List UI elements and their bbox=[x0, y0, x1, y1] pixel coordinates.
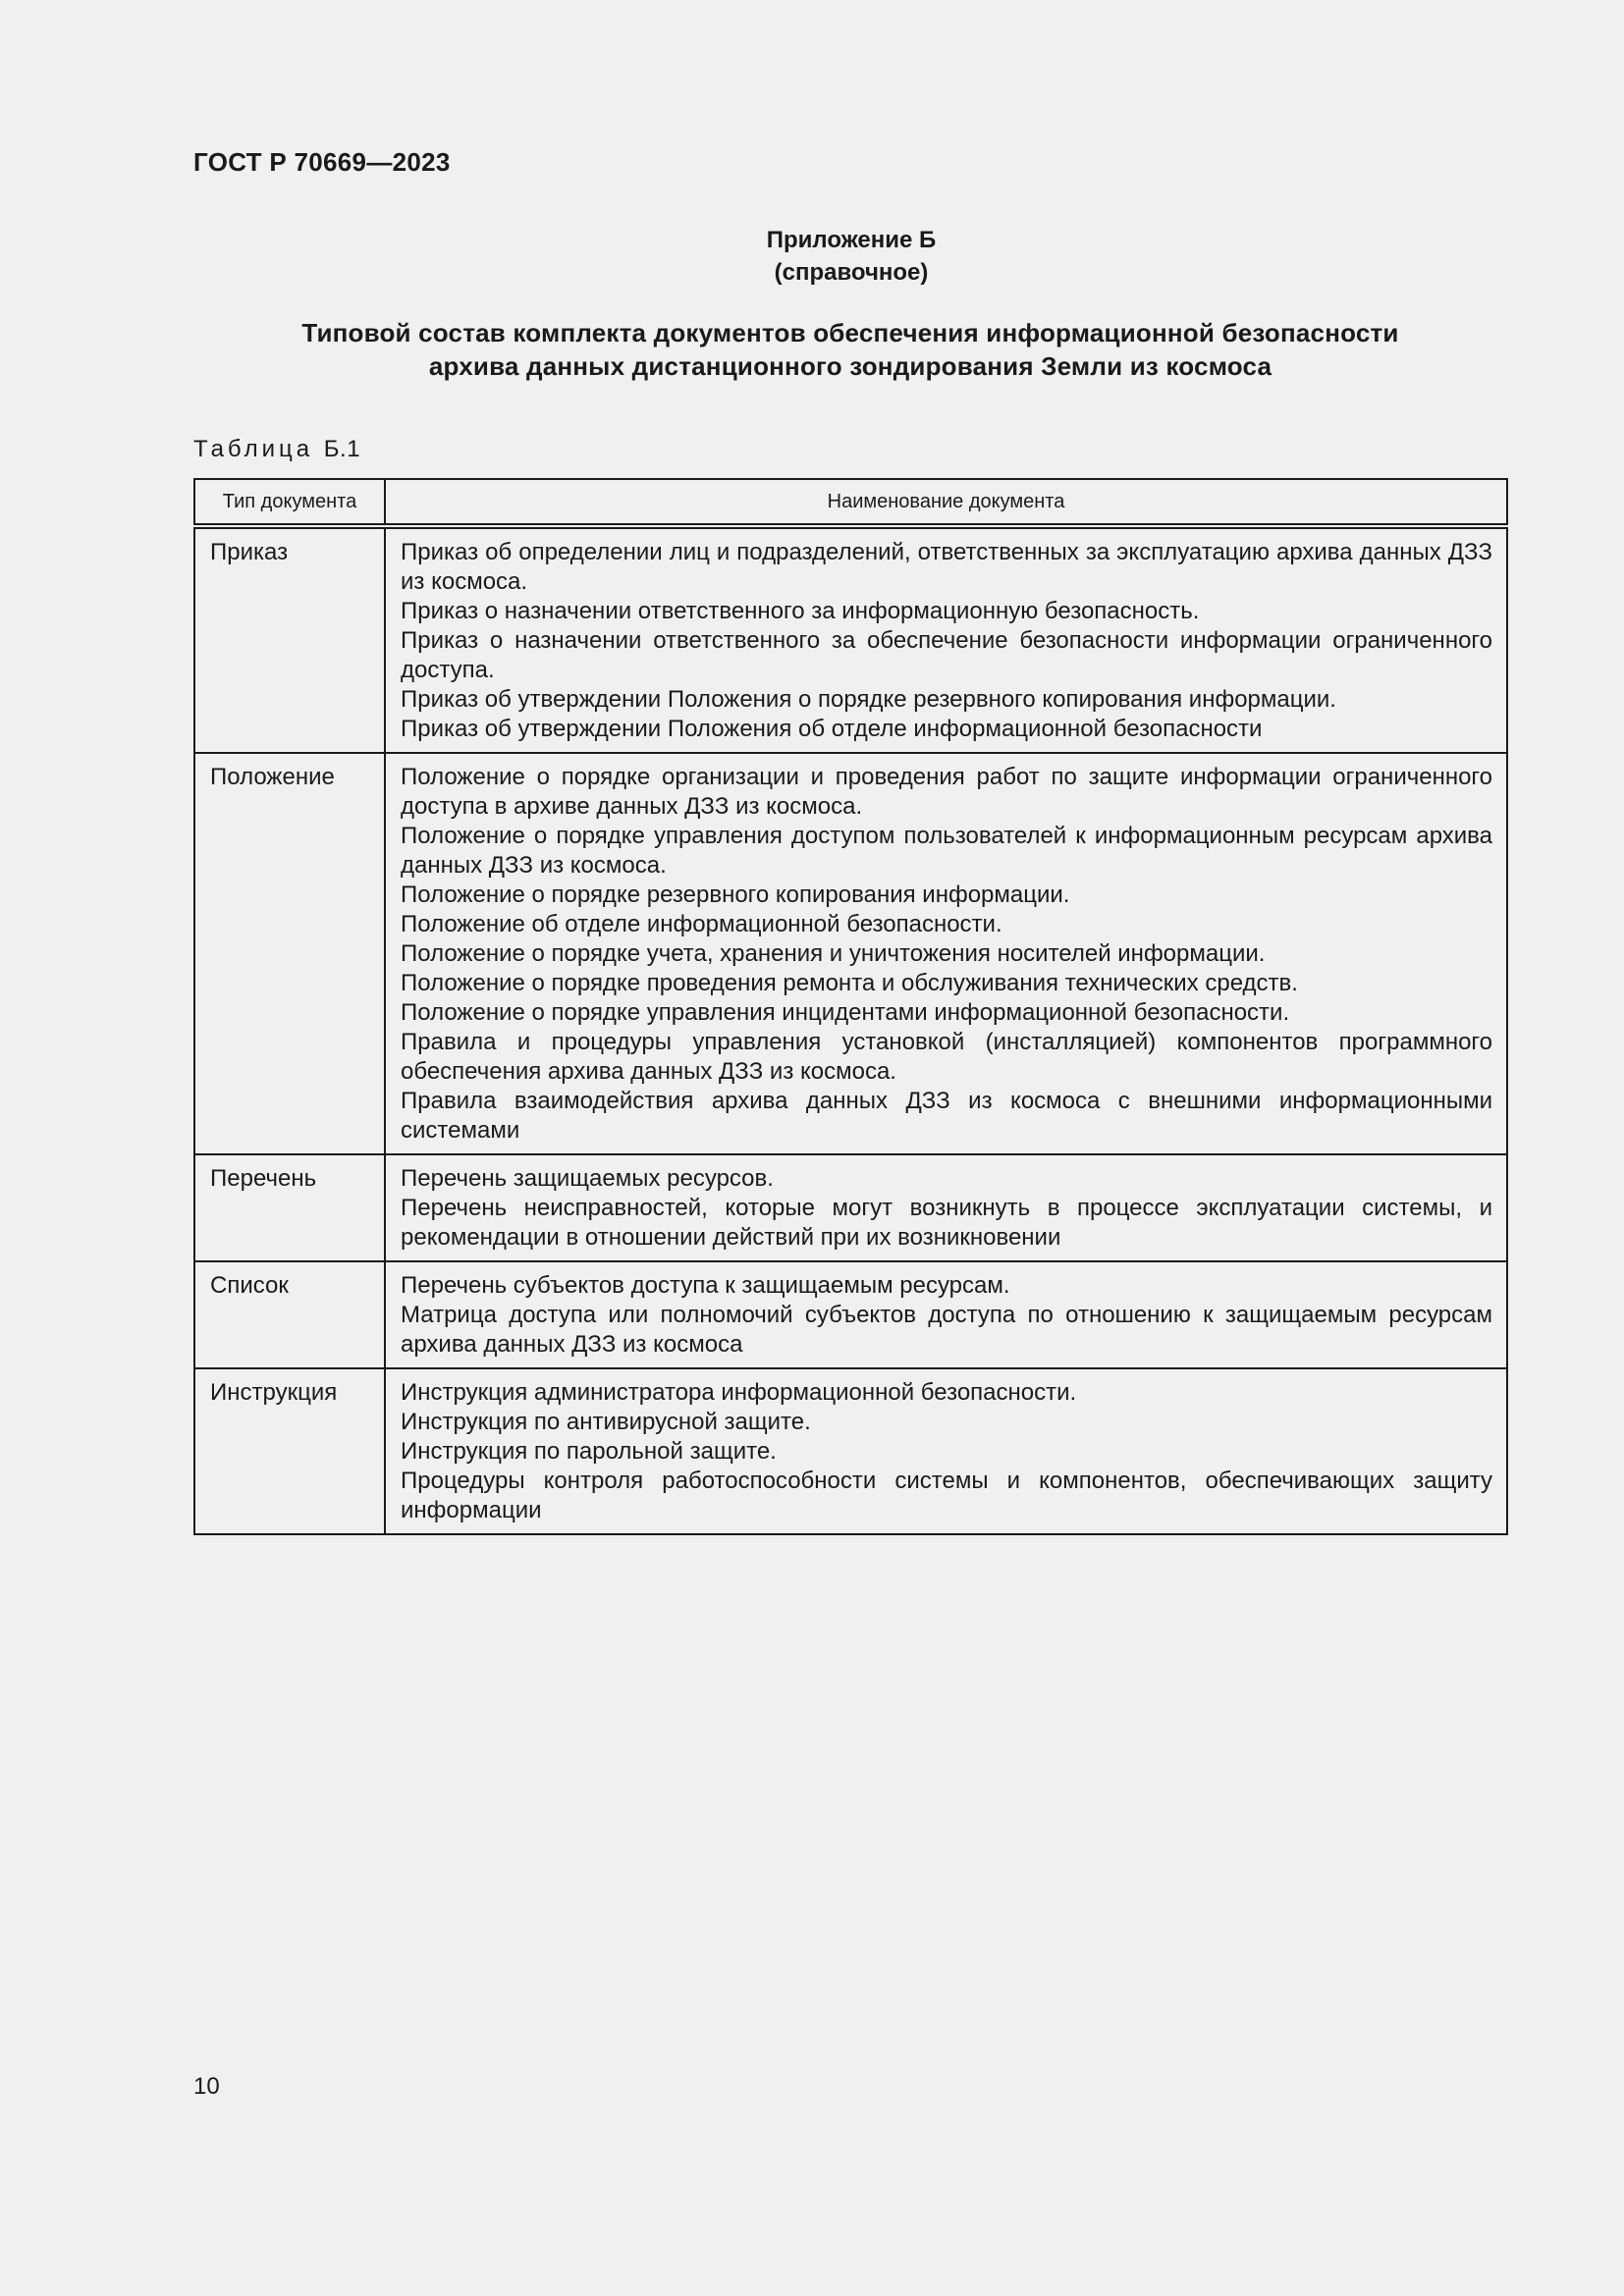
doc-names-cell bbox=[385, 1261, 1507, 1368]
doc-name: Положение о порядке проведения ремонта и обслуживания технических средств. bbox=[401, 970, 1298, 996]
doc-name: Положение о порядке учета, хранения и уничтожения носителей информации. bbox=[401, 940, 1266, 967]
doc-names-cell bbox=[385, 1368, 1507, 1534]
doc-name: Положение о порядке управления доступом пользователей к информационным ресурсам архива данных ДЗЗ из космоса. bbox=[401, 823, 1492, 879]
doc-type-cell: Инструкция bbox=[194, 1368, 385, 1534]
doc-name: Инструкция администратора информационной безопасности. bbox=[401, 1379, 1077, 1406]
appendix-heading bbox=[0, 224, 1624, 289]
doc-name: Приказ об определении лиц и подразделений, ответственных за эксплуатацию архива данных ДЗЗ из космоса. bbox=[401, 539, 1492, 595]
doc-name: Приказ о назначении ответственного за обеспечение безопасности информации ограниченного доступа. bbox=[401, 627, 1492, 683]
doc-name: Перечень субъектов доступа к защищаемым ресурсам. bbox=[401, 1272, 1010, 1299]
doc-names-cell bbox=[385, 526, 1507, 753]
doc-name: Инструкция по парольной защите. bbox=[401, 1438, 777, 1465]
doc-name: Приказ об утверждении Положения об отделе информационной безопасности bbox=[401, 716, 1263, 742]
doc-type-cell: Положение bbox=[194, 753, 385, 1154]
appendix-kind: (справочное) bbox=[774, 259, 929, 286]
doc-type-cell: Приказ bbox=[194, 526, 385, 753]
column-header-type: Тип документа bbox=[194, 479, 385, 526]
doc-name: Перечень неисправностей, которые могут возникнуть в процессе эксплуатации системы, и рекомендации в отношении действий при их возникновении bbox=[401, 1195, 1492, 1251]
standard-id: ГОСТ Р 70669—2023 bbox=[193, 147, 451, 177]
table-caption-number: Б.1 bbox=[323, 436, 361, 462]
table-header-row bbox=[194, 479, 1507, 526]
doc-name: Положение о порядке управления инцидентами информационной безопасности. bbox=[401, 999, 1290, 1026]
doc-name: Положение об отделе информационной безопасности. bbox=[401, 911, 1002, 937]
doc-type-cell: Список bbox=[194, 1261, 385, 1368]
doc-name: Правила взаимодействия архива данных ДЗЗ из космоса с внешними информационными системами bbox=[401, 1088, 1492, 1144]
table-row-regulation bbox=[194, 753, 1507, 1154]
doc-name: Положение о порядке резервного копирования информации. bbox=[401, 881, 1070, 908]
table-row-roster bbox=[194, 1261, 1507, 1368]
doc-name: Приказ об утверждении Положения о порядке резервного копирования информации. bbox=[401, 686, 1336, 713]
doc-name: Положение о порядке организации и проведения работ по защите информации ограниченного доступа в архиве данных ДЗЗ из космоса. bbox=[401, 764, 1492, 820]
doc-type-cell: Перечень bbox=[194, 1154, 385, 1261]
appendix-label: Приложение Б bbox=[766, 227, 937, 253]
documents-table bbox=[193, 478, 1508, 1535]
doc-name: Матрица доступа или полномочий субъектов доступа по отношению к защищаемым ресурсам архива данных ДЗЗ из космоса bbox=[401, 1302, 1492, 1358]
table-caption-word: Таблица bbox=[193, 436, 314, 462]
column-header-name: Наименование документа bbox=[385, 479, 1507, 526]
title-line-1: Типовой состав комплекта документов обеспечения информационной безопасности bbox=[301, 318, 1399, 347]
doc-name: Правила и процедуры управления установкой (инсталляцией) компонентов программного обеспечения архива данных ДЗЗ из космоса. bbox=[401, 1029, 1492, 1085]
title-line-2: архива данных дистанционного зондирования Земли из космоса bbox=[428, 351, 1272, 381]
doc-name: Процедуры контроля работоспособности системы и компонентов, обеспечивающих защиту информации bbox=[401, 1468, 1492, 1523]
doc-name: Приказ о назначении ответственного за информационную безопасность. bbox=[401, 598, 1200, 624]
page-number: 10 bbox=[193, 2073, 220, 2100]
doc-name: Инструкция по антивирусной защите. bbox=[401, 1409, 811, 1435]
table-row-order bbox=[194, 526, 1507, 753]
doc-names-cell bbox=[385, 1154, 1507, 1261]
appendix-title bbox=[193, 316, 1507, 383]
table-caption bbox=[193, 436, 360, 463]
table-row-list bbox=[194, 1154, 1507, 1261]
doc-names-cell bbox=[385, 753, 1507, 1154]
table-row-instruction bbox=[194, 1368, 1507, 1534]
doc-name: Перечень защищаемых ресурсов. bbox=[401, 1165, 774, 1192]
